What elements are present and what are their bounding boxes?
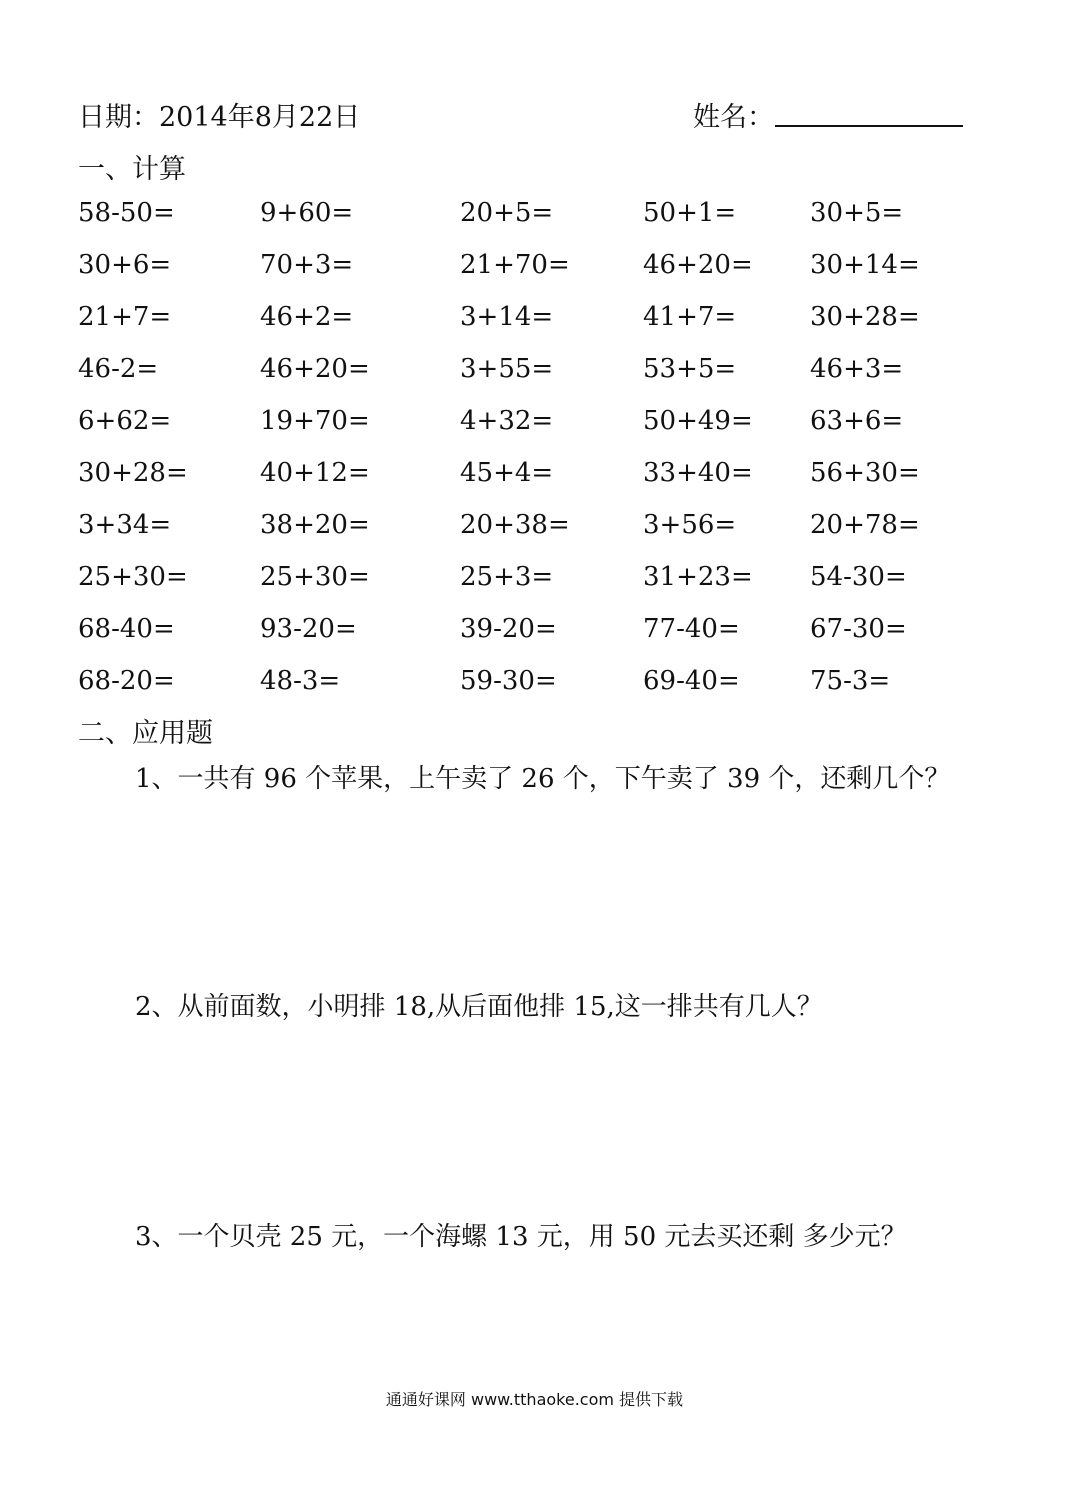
calculation-problem: 30+6= — [78, 250, 172, 280]
calculation-problem: 46+20= — [643, 250, 753, 280]
word-problem-1: 1、一共有 96 个苹果，上午卖了 26 个，下午卖了 39 个，还剩几个？ — [135, 764, 951, 794]
calculation-problem: 25+3= — [460, 562, 554, 592]
calculation-problem: 45+4= — [460, 458, 554, 488]
calculation-problem: 20+38= — [460, 510, 570, 540]
calculation-problem: 30+28= — [78, 458, 188, 488]
calculation-problem: 3+14= — [460, 302, 554, 332]
calculation-problem: 25+30= — [260, 562, 370, 592]
calculation-problem: 70+3= — [260, 250, 354, 280]
calculation-problem: 21+7= — [78, 302, 172, 332]
calculation-problem: 19+70= — [260, 406, 370, 436]
calculation-problem: 67-30= — [810, 614, 907, 644]
date-label: 日期：2014年8月22日 — [78, 102, 361, 133]
calculation-problem: 54-30= — [810, 562, 907, 592]
calculation-problem: 56+30= — [810, 458, 920, 488]
calculation-problem: 93-20= — [260, 614, 357, 644]
calculation-problem: 20+5= — [460, 198, 554, 228]
calculation-problem: 3+55= — [460, 354, 554, 384]
calculation-problem: 50+49= — [643, 406, 753, 436]
word-problem-2: 2、从前面数，小明排 18,从后面他排 15,这一排共有几人？ — [135, 992, 823, 1022]
calculation-problem: 4+32= — [460, 406, 554, 436]
calculation-problem: 30+5= — [810, 198, 904, 228]
section-word-problems-title: 二、应用题 — [78, 718, 213, 749]
calculation-problem: 46+20= — [260, 354, 370, 384]
calculation-problem: 9+60= — [260, 198, 354, 228]
calculation-problem: 21+70= — [460, 250, 570, 280]
calculation-problem: 31+23= — [643, 562, 753, 592]
word-problem-3: 3、一个贝壳 25 元，一个海螺 13 元，用 50 元去买还剩 多少元？ — [135, 1222, 907, 1252]
calculation-problem: 46+3= — [810, 354, 904, 384]
calculation-problem: 33+40= — [643, 458, 753, 488]
section-calculation-title: 一、计算 — [78, 154, 186, 185]
name-blank-line — [775, 125, 963, 127]
calculation-problem: 40+12= — [260, 458, 370, 488]
calculation-problem: 46+2= — [260, 302, 354, 332]
calculation-problem: 41+7= — [643, 302, 737, 332]
calculation-problem: 50+1= — [643, 198, 737, 228]
calculation-problem: 68-40= — [78, 614, 175, 644]
name-label: 姓名： — [693, 102, 774, 133]
calculation-problem: 63+6= — [810, 406, 904, 436]
calculation-problem: 75-3= — [810, 666, 891, 696]
calculation-problem: 69-40= — [643, 666, 740, 696]
footer-source: 通通好课网 www.tthaoke.com 提供下载 — [385, 1390, 684, 1409]
calculation-problem: 48-3= — [260, 666, 341, 696]
calculation-problem: 39-20= — [460, 614, 557, 644]
calculation-problem: 68-20= — [78, 666, 175, 696]
calculation-problem: 77-40= — [643, 614, 740, 644]
calculation-problem: 53+5= — [643, 354, 737, 384]
calculation-problem: 59-30= — [460, 666, 557, 696]
calculation-problem: 46-2= — [78, 354, 159, 384]
calculation-problem: 3+56= — [643, 510, 737, 540]
calculation-problem: 38+20= — [260, 510, 370, 540]
calculation-problem: 58-50= — [78, 198, 175, 228]
calculation-problem: 3+34= — [78, 510, 172, 540]
calculation-problem: 25+30= — [78, 562, 188, 592]
calculation-problem: 30+28= — [810, 302, 920, 332]
calculation-problem: 6+62= — [78, 406, 172, 436]
calculation-problem: 20+78= — [810, 510, 920, 540]
calculation-problem: 30+14= — [810, 250, 920, 280]
